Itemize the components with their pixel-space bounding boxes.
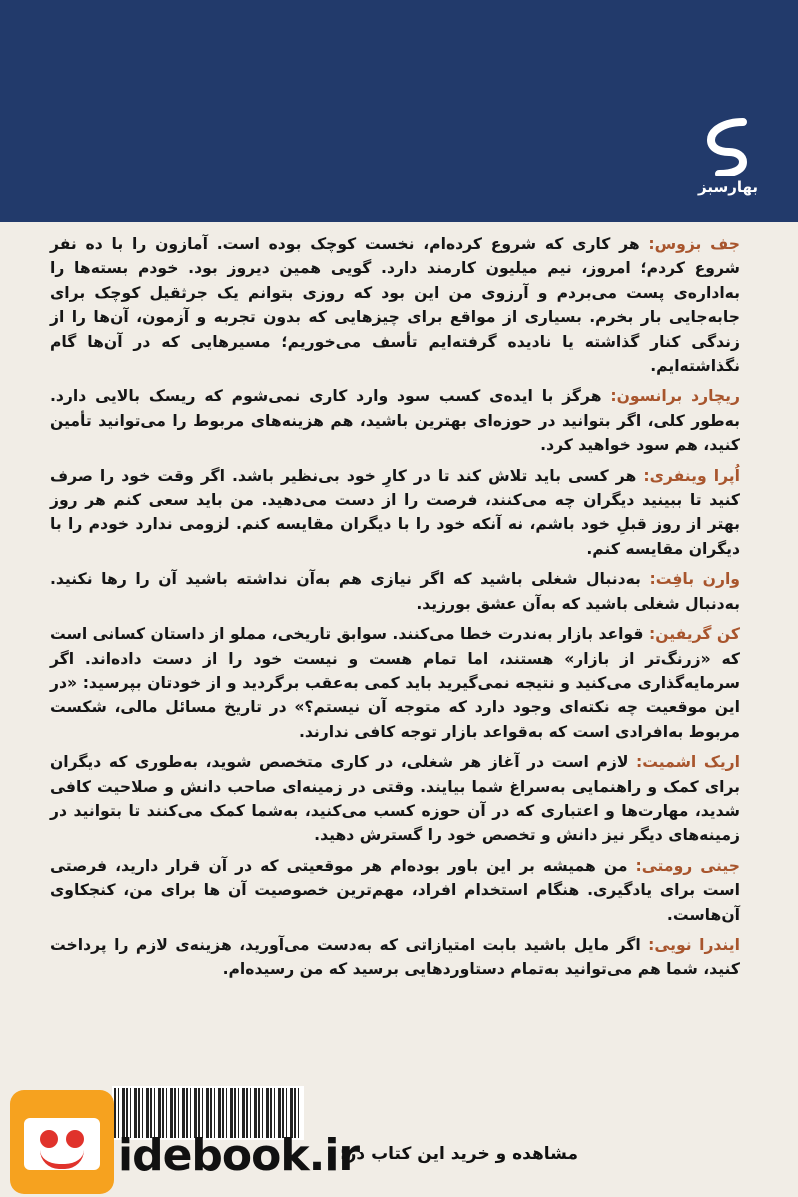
quote-text: هرگز با ایده‌ی کسب سود وارد کاری نمی‌شوم که ریسک بالایی دارد. به‌طور کلی، اگر بتوانید در حوزه‌ای بهترین باشید، هم هزینه‌های مربوط را می‌توانید تأمین کنید، هم سود خواهید کرد. [50,387,740,455]
publisher-logo-text: بهارسبز [698,178,759,196]
quote-entry [50,567,740,616]
watermark-footer [0,1080,798,1197]
quote-entry [50,622,740,744]
watermark-caption: مشاهده و خرید این کتاب در: [339,1144,578,1164]
idebook-logo-icon [10,1090,114,1194]
quote-entry [50,464,740,562]
cover-top-band [0,0,798,222]
quote-entry [50,750,740,848]
quote-author: وارن بافِت: [649,570,741,589]
quotes-block [50,232,740,988]
quote-text: به‌دنبال شغلی باشید که اگر نیازی هم به‌آن نداشته باشید آن را رها نکنید. به‌دنبال شغلی باشید که به‌آن عشق بورزید. [50,570,740,613]
publisher-leaf-icon [703,118,753,176]
quote-text: هر کاری که شروع کرده‌ام، نخست کوچک بوده است. آمازون را با ده نفر شروع کردم؛ امروز، نیم میلیون کارمند دارد. گویی همین دیروز بود. خودم بسته‌ها را به‌اداره‌ی پست می‌بردم و آرزوی من این بود که روزی بتوانم یک جرثقیل کوچک برای جابه‌جایی بار بخرم. بسیاری از مواقع برای چیزهایی که بدون تجربه و آزمون، آن‌ها را از زندگی کنار گذاشته یا نادیده گرفته‌ایم تأسف می‌خوریم؛ مسیرهایی که در آن‌ها گام نگذاشته‌ایم. [50,235,740,376]
quote-text: من همیشه بر این باور بوده‌ام هر موقعیتی که در آن قرار دارید، فرصتی است برای یادگیری. هنگام استخدام افراد، مهم‌ترین خصوصیت آن ها برای من، کنجکاوی آن‌هاست. [50,856,740,924]
quote-entry [50,854,740,927]
quote-entry [50,384,740,457]
quote-text: هر کسی باید تلاش کند تا در کارِ خود بی‌نظیر باشد. اگر وقت خود را صرف کنید تا ببینید دیگران چه می‌کنند، فرصت را از دست می‌دهید. من باید سعی کنم هر روز بهتر از روز قبلِ خود باشم، نه آنکه خود را با دیگران مقایسه کنم. لزومی ندارد خودم را با دیگران مقایسه کنم. [50,466,740,558]
quote-author: اریک اشمیت: [636,753,740,772]
quote-author: کن گریفین: [648,625,740,644]
quote-author: جینی رومتی: [635,856,740,875]
quote-author: اُپرا وینفری: [643,466,741,485]
quote-entry [50,933,740,982]
quote-text: قواعد بازار به‌ندرت خطا می‌کنند. سوابق تاریخی، مملو از داستان کسانی است که «زرنگ‌تر از بازار» هستند، اما تمام هست و نیست خود را از دست داده‌اند. اگر سرمایه‌گذاری می‌کنید و نتیجه نمی‌گیرید باید کمی به‌عقب برگردید و از خودتان بپرسید: «در این موقعیت چه نکته‌ای وجود دارد که متوجه آن نیستم؟» در تاریخ مسائل مالی، شکست مربوط به‌افرادی است که به‌قواعد بازار توجه کافی ندارند. [50,625,740,741]
quote-author: جف بزوس: [648,235,740,253]
quote-author: ریچارد برانسون: [610,387,740,406]
watermark-site[interactable]: idebook.ir [118,1130,360,1181]
quote-author: ایندرا نویی: [648,935,740,954]
quote-text: لازم است در آغاز هر شغلی، در کاری متخصص شوید، به‌طوری که دیگران برای کمک و راهنمایی به‌سراغ شما بیایند. وقتی در زمینه‌ای صاحب دانش و صلاحیت کافی شدید، مهارت‌ها و اعتباری که در آن حوزه کسب می‌کنید، به‌شما کمک می‌کنند تا بتوانید در زمینه‌های دیگر نیز دانش و تخصص خود را گسترش دهید. [50,753,740,845]
quote-entry [50,232,740,378]
publisher-logo [698,118,758,208]
quote-text: اگر مایل باشید بابت امتیازاتی که به‌دست می‌آورید، هزینه‌ی لازم را پرداخت کنید، شما هم می‌توانید به‌تمام دستاوردهایی برسید که من رسیده‌ام. [50,935,740,979]
